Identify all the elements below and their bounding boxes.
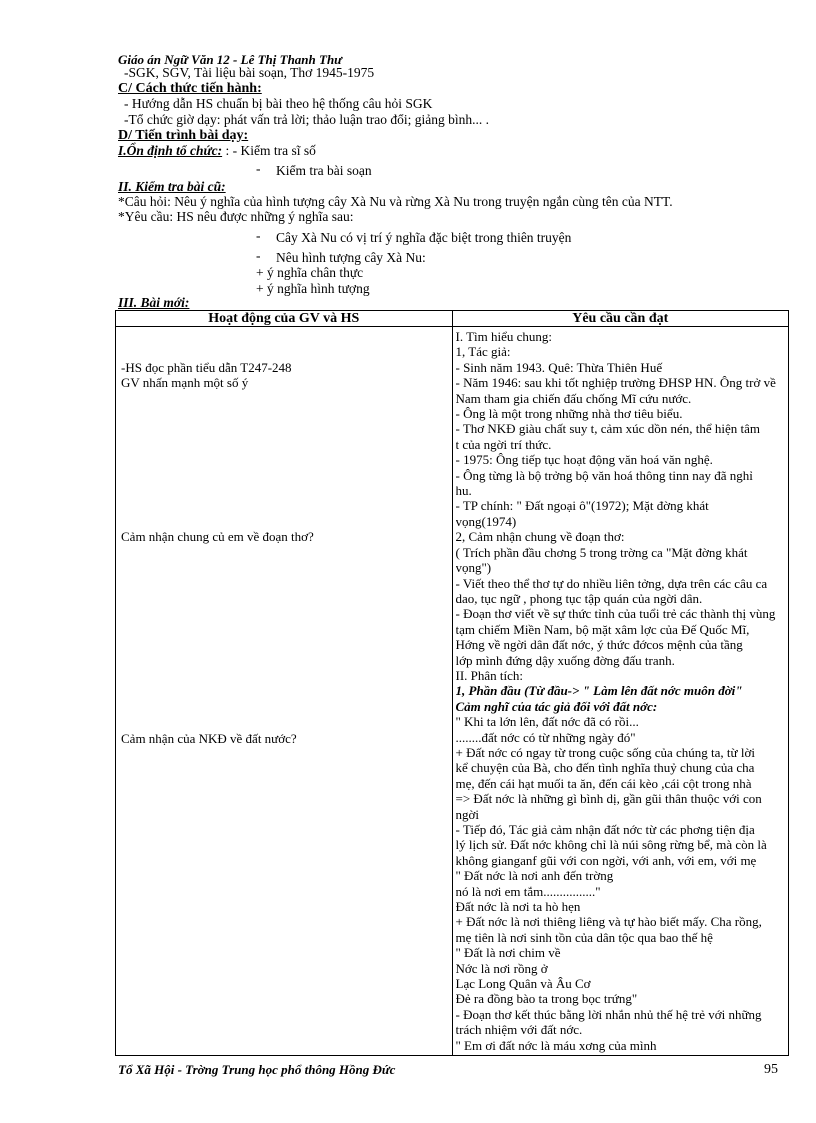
section-c-item-2: -Tổ chức giờ dạy: phát vấn trả lời; thảo luận trao đổi; giảng bình... . xyxy=(124,112,490,127)
activity-cell xyxy=(116,327,453,1056)
requirement-line: - Đoạn thơ kết thúc bằng lời nhắn nhủ thế hệ trẻ với những xyxy=(455,1006,762,1022)
requirement-line: Lạc Long Quân và Âu Cơ xyxy=(455,976,591,992)
requirement-line: + Đất nớc có ngay từ trong cuộc sống của chúng ta, từ lời xyxy=(455,744,755,760)
requirement-line: ( Trích phần đầu chơng 5 trong trờng ca "Mặt đờng khát xyxy=(455,544,748,560)
requirement-line: Nớc là nơi rồng ở xyxy=(455,960,548,976)
requirement-line: - Ông là một trong những nhà thơ tiêu biểu. xyxy=(455,406,683,422)
requirement-line: nó là nơi em tắm................" xyxy=(455,883,601,899)
requirement-line: - Ông từng là bộ trởng bộ văn hoá thông tinn nay đã nghỉ xyxy=(455,467,753,483)
requirement-line: - 1975: Ông tiếp tục hoạt động văn hoá văn nghệ. xyxy=(455,452,713,468)
requirement-line: Đẻ ra đồng bào ta trong bọc trứng" xyxy=(455,991,638,1007)
requirement-line: " Em ơi đất nớc là máu xơng của mình xyxy=(455,1037,657,1053)
on-dinh-dash: - xyxy=(256,161,261,176)
lesson-table xyxy=(115,310,789,1056)
requirement-line: - Thơ NKĐ giàu chất suy t, cảm xúc dồn nén, thể hiện tâm xyxy=(455,421,760,437)
requirement-line: - Viết theo thể thơ tự do nhiều liên tởng, dựa trên các câu ca xyxy=(455,575,768,591)
requirement-line: dao, tục ngữ , phong tục tập quán của ngời dân. xyxy=(455,590,703,606)
yeu-cau-item-1: Cây Xà Nu có vị trí ý nghĩa đặc biệt trong thiên truyện xyxy=(276,230,572,245)
requirement-line: " Đất là nơi chim về xyxy=(455,945,561,961)
requirement-line: => Đất nớc là những gì bình dị, gần gũi thân thuộc với con xyxy=(455,791,762,807)
column-header-activity: Hoạt động của GV và HS xyxy=(116,311,453,327)
requirement-line: + Đất nớc là nơi thiêng liêng và tự hào biết mấy. Cha rồng, xyxy=(455,914,762,930)
requirement-line: Nam tham gia chiến đấu chống Mĩ cứu nước. xyxy=(455,390,692,406)
requirement-line: Đất nớc là nơi ta hò hẹn xyxy=(455,899,581,915)
section-d-heading: D/ Tiến trình bài dạy: xyxy=(118,128,249,143)
section-c-heading: C/ Cách thức tiến hành: xyxy=(118,81,262,96)
requirement-line: vọng") xyxy=(455,560,492,576)
materials-line: -SGK, SGV, Tài liệu bài soạn, Thơ 1945-1975 xyxy=(124,65,375,80)
requirement-line: mẹ tiên là nơi sinh tồn của dân tộc qua bao thế hệ xyxy=(455,929,713,945)
requirement-line: " Khi ta lớn lên, đất nớc đã có rồi... xyxy=(455,714,639,730)
on-dinh-si-so: : - Kiểm tra sĩ số xyxy=(222,143,316,158)
requirement-line: tạm chiếm Miền Nam, bộ mặt xâm lợc của Đế Quốc Mĩ, xyxy=(455,621,750,637)
kiem-tra-heading: II. Kiểm tra bài cũ: xyxy=(118,179,226,194)
requirement-line: mẹ, đến cái hạt muối ta ăn, đến cái kèo ,cái cột trong nhà xyxy=(455,775,752,791)
page-number: 95 xyxy=(764,1062,778,1077)
requirement-line: 1, Phần đầu (Từ đầu-> " Làm lên đất nớc muôn đời" xyxy=(455,683,743,699)
requirement-line: - Tiếp đó, Tác giả cảm nhận đất nớc từ các phơng tiện địa xyxy=(455,822,755,837)
footer-school: Tổ Xã Hội - Trờng Trung học phổ thông Hồng Đức xyxy=(118,1062,396,1077)
section-c-item-1: - Hướng dẫn HS chuẩn bị bài theo hệ thống câu hỏi SGK xyxy=(124,96,433,111)
yeu-cau-line: *Yêu cầu: HS nêu được những ý nghĩa sau: xyxy=(118,209,354,224)
requirement-line: " Đất nớc là nơi anh đến trờng xyxy=(455,868,614,884)
requirement-line: - Đoạn thơ viết về sự thức tỉnh của tuổi trẻ các thành thị vùng xyxy=(455,606,776,622)
requirement-line: - Năm 1946: sau khi tốt nghiệp trường ĐHSP HN. Ông trở về xyxy=(455,375,776,391)
requirement-line: Cảm nghĩ của tác giả đối với đất nớc: xyxy=(455,698,658,714)
bai-moi-heading: III. Bài mới: xyxy=(118,295,190,310)
yeu-cau-item-3: + ý nghĩa chân thực xyxy=(256,265,364,280)
requirement-line: ngời xyxy=(455,806,479,822)
requirement-line: Hớng về ngời dân đất nớc, ý thức đớcos mệnh của tầng xyxy=(455,637,743,653)
requirement-line: 2, Cảm nhận chung về đoạn thơ: xyxy=(455,529,625,545)
requirement-line: I. Tìm hiểu chung: xyxy=(455,329,553,344)
requirement-line: - TP chính: " Đất ngoại ô"(1972); Mặt đờng khát xyxy=(455,498,709,514)
activity-item: -HS đọc phần tiểu dẫn T247-248 xyxy=(121,360,292,375)
requirements-text xyxy=(453,327,789,1055)
activity-item: Cảm nhận của NKĐ về đất nước? xyxy=(121,731,297,746)
on-dinh-heading: I.Ổn định tổ chức: xyxy=(118,143,223,158)
requirement-line: hu. xyxy=(455,483,472,499)
column-header-requirements: Yêu cầu cần đạt xyxy=(452,311,789,327)
requirements-cell xyxy=(452,327,789,1056)
requirement-line: 1, Tác giả: xyxy=(455,344,511,360)
yc2-dash: - xyxy=(256,248,261,263)
on-dinh-line xyxy=(118,144,316,158)
requirement-line: lý lịch sử. Đất nớc không chỉ là núi sông rừng bể, mà còn là xyxy=(455,837,767,853)
requirement-line: kể chuyện của Bà, cho đến tình nghĩa thuỷ chung của cha xyxy=(455,760,755,776)
requirement-line: không gianganf gũi với con ngời, với anh, với em, với mẹ xyxy=(455,852,757,868)
activity-item: GV nhấn mạnh một số ý xyxy=(121,375,249,390)
cau-hoi-line: *Câu hỏi: Nêu ý nghĩa của hình tượng cây Xà Nu và rừng Xà Nu trong truyện ngắn cùng tên của NTT. xyxy=(118,194,673,209)
yc1-dash: - xyxy=(256,228,261,243)
requirement-line: t của ngời trí thức. xyxy=(455,436,552,452)
requirement-line: II. Phân tích: xyxy=(455,667,524,683)
yeu-cau-item-4: + ý nghĩa hình tượng xyxy=(256,281,370,296)
on-dinh-bai-soan: Kiểm tra bài soạn xyxy=(276,163,372,178)
requirement-line: vọng(1974) xyxy=(455,513,517,529)
activity-item: Cảm nhận chung củ em về đoạn thơ? xyxy=(121,529,314,544)
requirement-line: ........đất nớc có từ những ngày đó" xyxy=(455,729,636,745)
document-header-title: Giáo án Ngữ Văn 12 - Lê Thị Thanh Thư xyxy=(118,52,342,67)
yeu-cau-item-2: Nêu hình tượng cây Xà Nu: xyxy=(276,250,426,265)
requirement-line: - Sinh năm 1943. Quê: Thừa Thiên Huế xyxy=(455,359,663,375)
requirement-line: lớp mình đứng dậy xuống đờng đấu tranh. xyxy=(455,652,675,668)
requirement-line: trách nhiệm với đất nớc. xyxy=(455,1022,583,1038)
